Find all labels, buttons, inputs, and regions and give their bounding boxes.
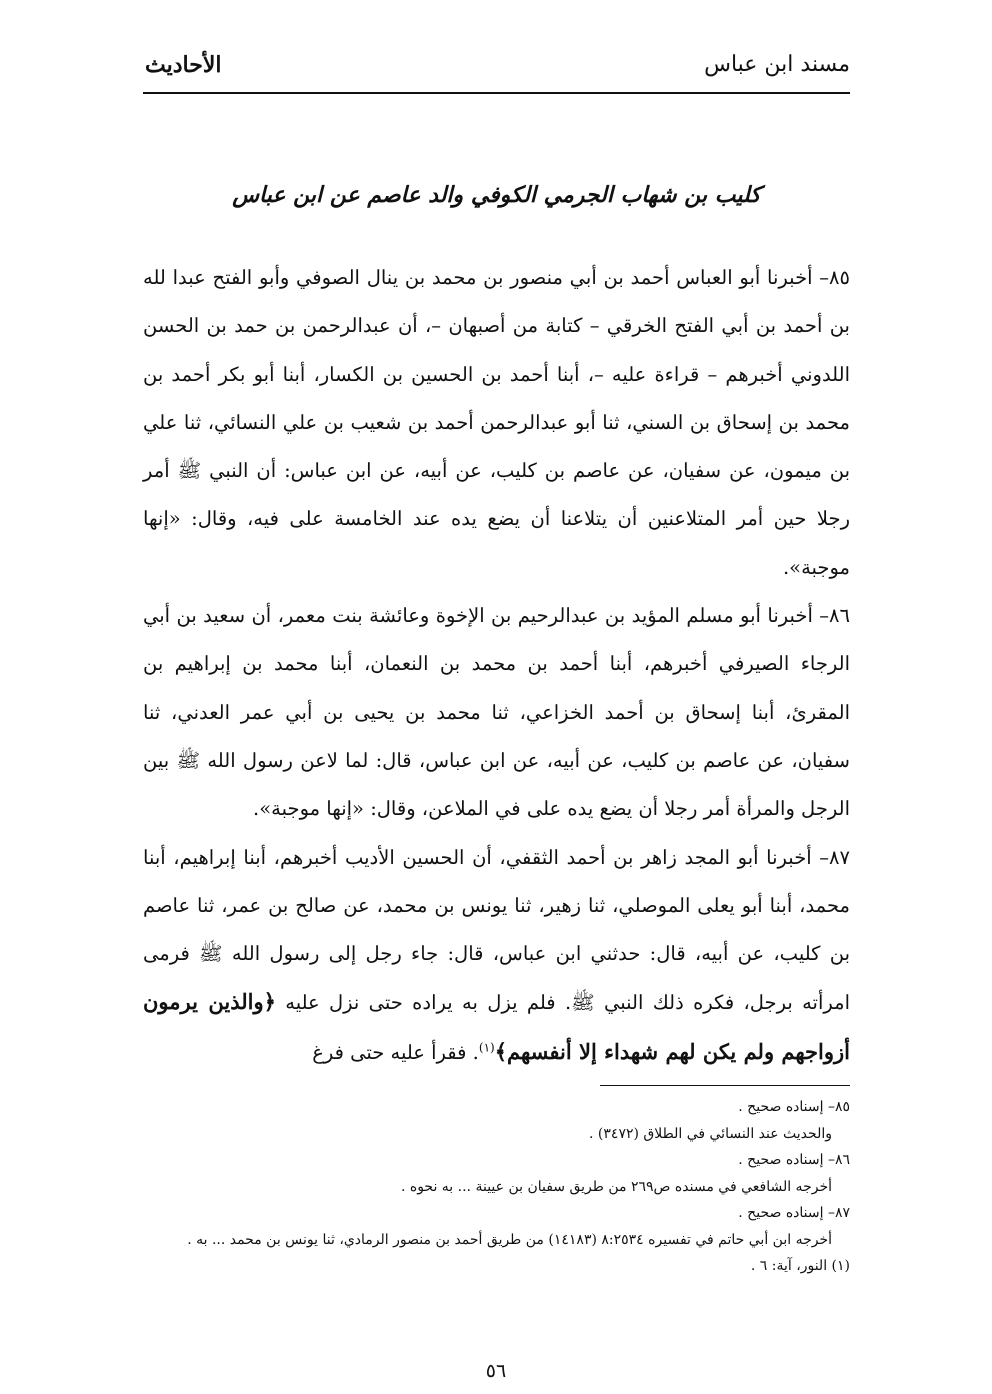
chapter-title: كليب بن شهاب الجرمي الكوفي والد عاصم عن ابن عباس — [232, 182, 761, 208]
hadith-number: ٨٦– — [819, 604, 850, 628]
hadith-86 — [143, 592, 850, 833]
running-header — [143, 48, 850, 94]
footnote: ٨٧– إسناده صحيح . — [738, 1205, 850, 1221]
footnote: والحديث عند النسائي في الطلاق (٣٤٧٢) . — [589, 1125, 832, 1142]
section-title: الأحاديث — [145, 52, 222, 78]
footnote: ٨٥– إسناده صحيح . — [738, 1099, 850, 1115]
quran-verse: ﴿والذين يرمون أزواجهم ولم يكن لهم شهداء إلا أنفسهم﴾ — [143, 989, 850, 1064]
footnote-divider — [600, 1085, 850, 1086]
hadith-text: أخبرنا أبو مسلم المؤيد بن عبدالرحيم بن الإخوة وعائشة بنت معمر، أن سعيد بن أبي الرجاء الصيرفي أخبرهم، أبنا أحمد بن محمد بن النعمان، أبنا محمد بن إبراهيم بن المقرئ، أبنا إسحاق بن أحمد الخزاعي، ثنا محمد بن يحيى بن أبي عمر العدني، ثنا سفيان، عن عاصم بن كليب، عن أبيه، عن ابن عباس، قال: لما لاعن رسول الله ﷺ بين الرجل والمرأة أمر رجلا أن يضع يده على في الملاعن، وقال: «إنها موجبة». — [143, 604, 850, 821]
footnotes — [143, 1094, 850, 1280]
footnote-marker: (١) — [478, 1040, 495, 1055]
footnote: (١) النور، آية: ٦ . — [750, 1258, 850, 1274]
page-number: ٥٦ — [485, 1360, 507, 1382]
footnote: ٨٦– إسناده صحيح . — [738, 1152, 850, 1168]
hadith-text-tail: . فقرأ عليه حتى فرغ — [312, 1040, 479, 1064]
hadith-85 — [143, 254, 850, 592]
hadith-text: أخبرنا أبو العباس أحمد بن أبي منصور بن محمد بن ينال الصوفي وأبو الفتح عبدا لله بن أحمد بن أبي الفتح الخرقي – كتابة من أصبهان –، أن عبدالرحمن بن حمد بن الحسن اللدوني أخبرهم – قراءة عليه –، أبنا أحمد بن الحسين بن الكسار، أبنا أبو بكر أحمد بن محمد بن إسحاق بن السني، ثنا أبو عبدالرحمن أحمد بن شعيب بن علي النسائي، ثنا علي بن ميمون، عن سفيان، عن عاصم بن كليب، عن أبيه، عن ابن عباس: أن النبي ﷺ أمر رجلا حين أمر المتلاعنين أن يتلاعنا أن يضع يده عند الخامسة على فيه، وقال: «إنها موجبة». — [143, 266, 850, 579]
hadith-body — [143, 254, 850, 1077]
hadith-number: ٨٧– — [819, 845, 850, 869]
footnote: أخرجه ابن أبي حاتم في تفسيره ٨:٢٥٣٤ (١٤١٨٣) من طريق أحمد بن منصور الرمادي، ثنا يونس بن محمد ... به . — [187, 1231, 832, 1248]
hadith-87 — [143, 834, 850, 1077]
hadith-number: ٨٥– — [819, 266, 850, 289]
hadith-text: أخبرنا أبو المجد زاهر بن أحمد الثقفي، أن الحسين الأديب أخبرهم، أبنا إبراهيم، أبنا محمد، أبنا أبو يعلى الموصلي، ثنا زهير، ثنا يونس بن محمد، عن صالح بن عمر، ثنا عاصم بن كليب، عن أبيه، قال: حدثني ابن عباس، قال: جاء رجل إلى رسول الله ﷺ فرمى امرأته برجل، فكره ذلك النبي ﷺ. فلم يزل به يراده حتى نزل عليه — [143, 845, 851, 1015]
footnote: أخرجه الشافعي في مسنده ص٢٦٩ من طريق سفيان بن عيينة ... به نحوه . — [400, 1178, 832, 1195]
book-title: مسند ابن عباس — [704, 52, 850, 77]
